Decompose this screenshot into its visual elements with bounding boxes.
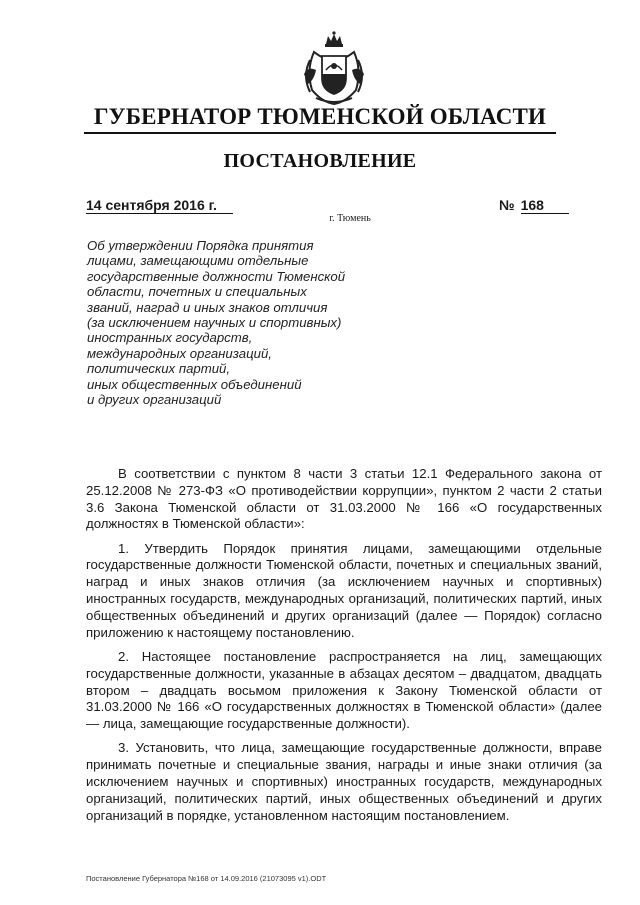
subject-line: государственные должности Тюменской (87, 268, 346, 284)
document-subject (87, 238, 387, 407)
item-2-paragraph: 2. Настоящее постановление распространяется на лиц, замещающих государственные должности, указанные в абзацах десятом – двадцатом, двадцать втором – двадцать восьмом приложения к Закону Тюменской области от 31.03.2000 № 166 «О государственных должностях в Тюменской области» (далее — лица, замещающие государственные должности). (86, 648, 602, 732)
item-1-paragraph: 1. Утвердить Порядок принятия лицами, замещающими отдельные государственные должности Тюменской области, почетных и специальных званий, наград и иных знаков отличия (за исключением научных и спортивных) иностранных государств, международных организаций, политических партий, иных общественных объединений и других организаций (далее — Порядок) согласно приложению к настоящему постановлению. (86, 540, 602, 640)
document-type-title: ПОСТАНОВЛЕНИЕ (223, 150, 417, 172)
item-3-paragraph: 3. Установить, что лица, замещающие государственные должности, вправе принимать почетные и специальные звания, награды и иные знаки отличия (за исключением научных и спортивных) иностранных государств, международных организаций, политических партий, иных общественных объединений и других организаций в порядке, установленном настоящим постановлением. (86, 740, 602, 823)
header-rule (84, 132, 556, 134)
document-body (86, 466, 602, 832)
document-date: 14 сентября 2016 г. (86, 197, 233, 214)
number-prefix: № (499, 197, 515, 213)
document-city: г. Тюмень (329, 213, 371, 224)
file-footer: Постановление Губернатора №168 от 14.09.2016 (21073095 v1).ODT (86, 874, 327, 883)
tyumen-coat-of-arms-icon (296, 30, 372, 106)
authority-title: ГУБЕРНАТОР ТЮМЕНСКОЙ ОБЛАСТИ (93, 104, 547, 129)
subject-line: лицами, замещающими отдельные (87, 253, 309, 269)
subject-line: званий, наград и иных знаков отличия (87, 299, 328, 315)
subject-line: и других организаций (87, 392, 222, 408)
document-number (499, 197, 569, 214)
preamble-paragraph: В соответствии с пунктом 8 части 3 статьи 12.1 Федерального закона от 25.12.2008 № 273-ФЗ «О противодействии коррупции», пунктом 2 части 2 статьи 3.6 Закона Тюменской области от 31.03.2000 № 166 «О государственных должностях в Тюменской области»: (86, 466, 602, 532)
subject-line: иных общественных объединений (87, 376, 302, 392)
number-value: 168 (521, 197, 569, 214)
subject-line: международных организаций, (87, 345, 272, 361)
subject-line: области, почетных и специальных (87, 284, 307, 300)
subject-line: (за исключением научных и спортивных) (87, 315, 342, 331)
subject-line: политических партий, (87, 361, 231, 377)
subject-line: иностранных государств, (87, 330, 253, 346)
subject-line: Об утверждении Порядка принятия (87, 238, 314, 253)
